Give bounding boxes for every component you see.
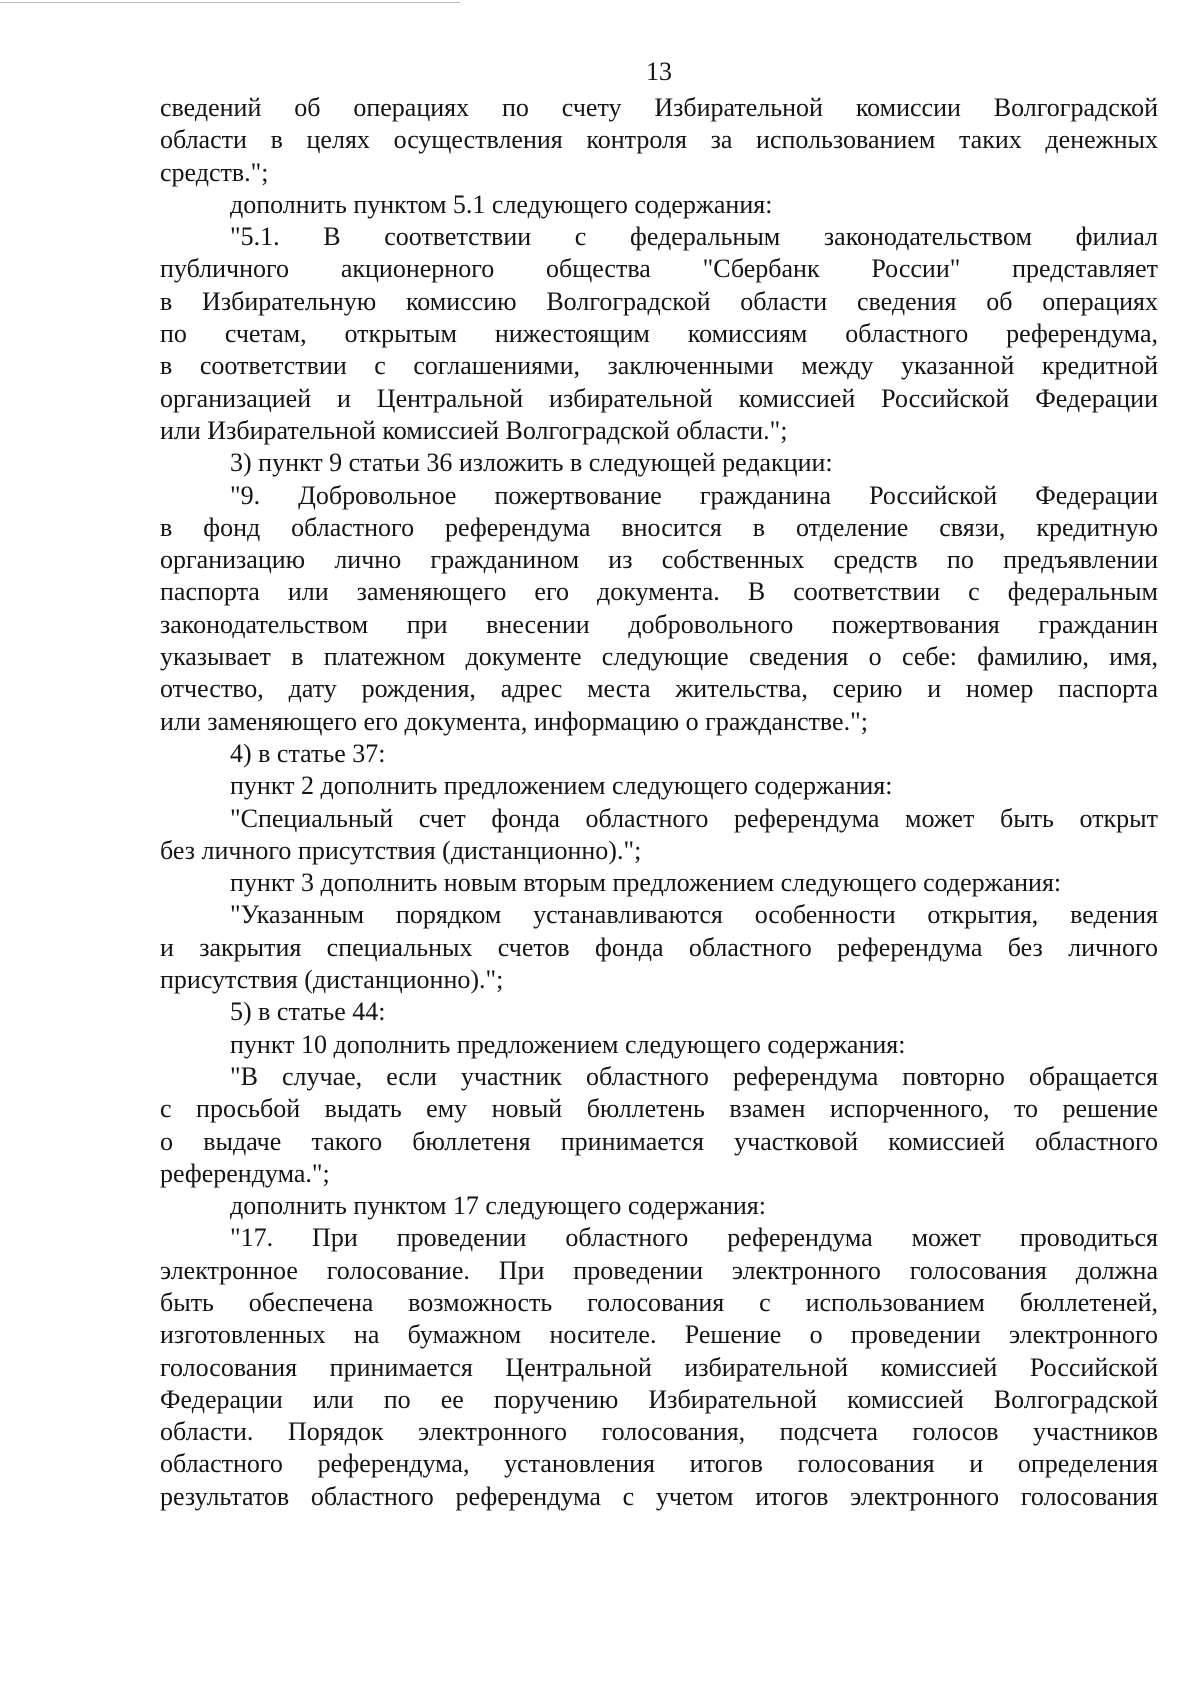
text-line: 5) в статье 44: — [230, 997, 386, 1027]
text-line: голосования принимается Центральной избирательной комиссией Российской — [160, 1352, 1158, 1382]
document-page — [160, 52, 1158, 1513]
text-line: без личного присутствия (дистанционно)."; — [160, 835, 642, 865]
text-line: пункт 10 дополнить предложением следующего содержания: — [230, 1029, 906, 1059]
text-line: средств."; — [160, 157, 269, 187]
text-line: "В случае, если участник областного референдума повторно обращается — [230, 1061, 1158, 1091]
text-line: быть обеспечена возможность голосования с использованием бюллетеней, — [160, 1287, 1158, 1317]
text-line: в фонд областного референдума вносится в отделение связи, кредитную — [160, 512, 1158, 542]
text-line: 4) в статье 37: — [230, 738, 386, 768]
text-line: отчество, дату рождения, адрес места жительства, серию и номер паспорта — [160, 674, 1158, 704]
scan-top-edge-line — [0, 2, 460, 3]
text-line: дополнить пунктом 17 следующего содержания: — [230, 1191, 766, 1221]
text-line: областного референдума, установления итогов голосования и определения — [160, 1449, 1158, 1479]
text-line: в Избирательную комиссию Волгоградской области сведения об операциях — [160, 286, 1158, 316]
text-line: законодательством при внесении добровольного пожертвования гражданин — [160, 609, 1158, 639]
text-line: и закрытия специальных счетов фонда областного референдума без личного — [160, 932, 1158, 962]
text-line: паспорта или заменяющего его документа. В соответствии с федеральным — [160, 577, 1158, 607]
text-line: 3) пункт 9 статьи 36 изложить в следующей редакции: — [230, 448, 833, 478]
text-line: с просьбой выдать ему новый бюллетень взамен испорченного, то решение — [160, 1094, 1158, 1124]
page-number: 13 — [646, 57, 672, 86]
text-line: результатов областного референдума с учетом итогов электронного голосования — [160, 1481, 1158, 1511]
text-line: Федерации или по ее поручению Избирательной комиссией Волгоградской — [160, 1384, 1158, 1414]
text-line: организацию лично гражданином из собственных средств по предъявлении — [160, 545, 1158, 575]
text-line: референдума."; — [160, 1158, 330, 1188]
text-line: "5.1. В соответствии с федеральным законодательством филиал — [230, 222, 1158, 252]
text-line: публичного акционерного общества "Сбербанк России" представляет — [160, 254, 1158, 284]
text-line: или Избирательной комиссией Волгоградской области."; — [160, 415, 788, 445]
text-line: в соответствии с соглашениями, заключенными между указанной кредитной — [160, 351, 1158, 381]
text-line: дополнить пунктом 5.1 следующего содержания: — [230, 189, 773, 219]
document-body-text — [160, 92, 1158, 1513]
text-line: о выдаче такого бюллетеня принимается участковой комиссией областного — [160, 1126, 1158, 1156]
text-line: пункт 3 дополнить новым вторым предложением следующего содержания: — [230, 868, 1062, 898]
text-line: "Специальный счет фонда областного референдума может быть открыт — [230, 803, 1158, 833]
text-line: по счетам, открытым нижестоящим комиссиям областного референдума, — [160, 319, 1158, 349]
text-line: "9. Добровольное пожертвование гражданина Российской Федерации — [230, 480, 1158, 510]
text-line: области. Порядок электронного голосования, подсчета голосов участников — [160, 1417, 1158, 1447]
text-line: или заменяющего его документа, информацию о гражданстве."; — [160, 706, 868, 736]
text-line: "17. При проведении областного референдума может проводиться — [230, 1223, 1158, 1253]
text-line: сведений об операциях по счету Избирательной комиссии Волгоградской — [160, 93, 1158, 122]
text-line: организацией и Центральной избирательной комиссией Российской Федерации — [160, 383, 1158, 413]
text-line: изготовленных на бумажном носителе. Решение о проведении электронного — [160, 1320, 1158, 1350]
text-line: "Указанным порядком устанавливаются особенности открытия, ведения — [230, 900, 1158, 930]
text-line: указывает в платежном документе следующие сведения о себе: фамилию, имя, — [160, 642, 1158, 672]
text-line: пункт 2 дополнить предложением следующего содержания: — [230, 771, 893, 801]
text-line: электронное голосование. При проведении электронного голосования должна — [160, 1255, 1158, 1285]
text-line: области в целях осуществления контроля за использованием таких денежных — [160, 125, 1158, 155]
text-line: присутствия (дистанционно)."; — [160, 965, 504, 995]
